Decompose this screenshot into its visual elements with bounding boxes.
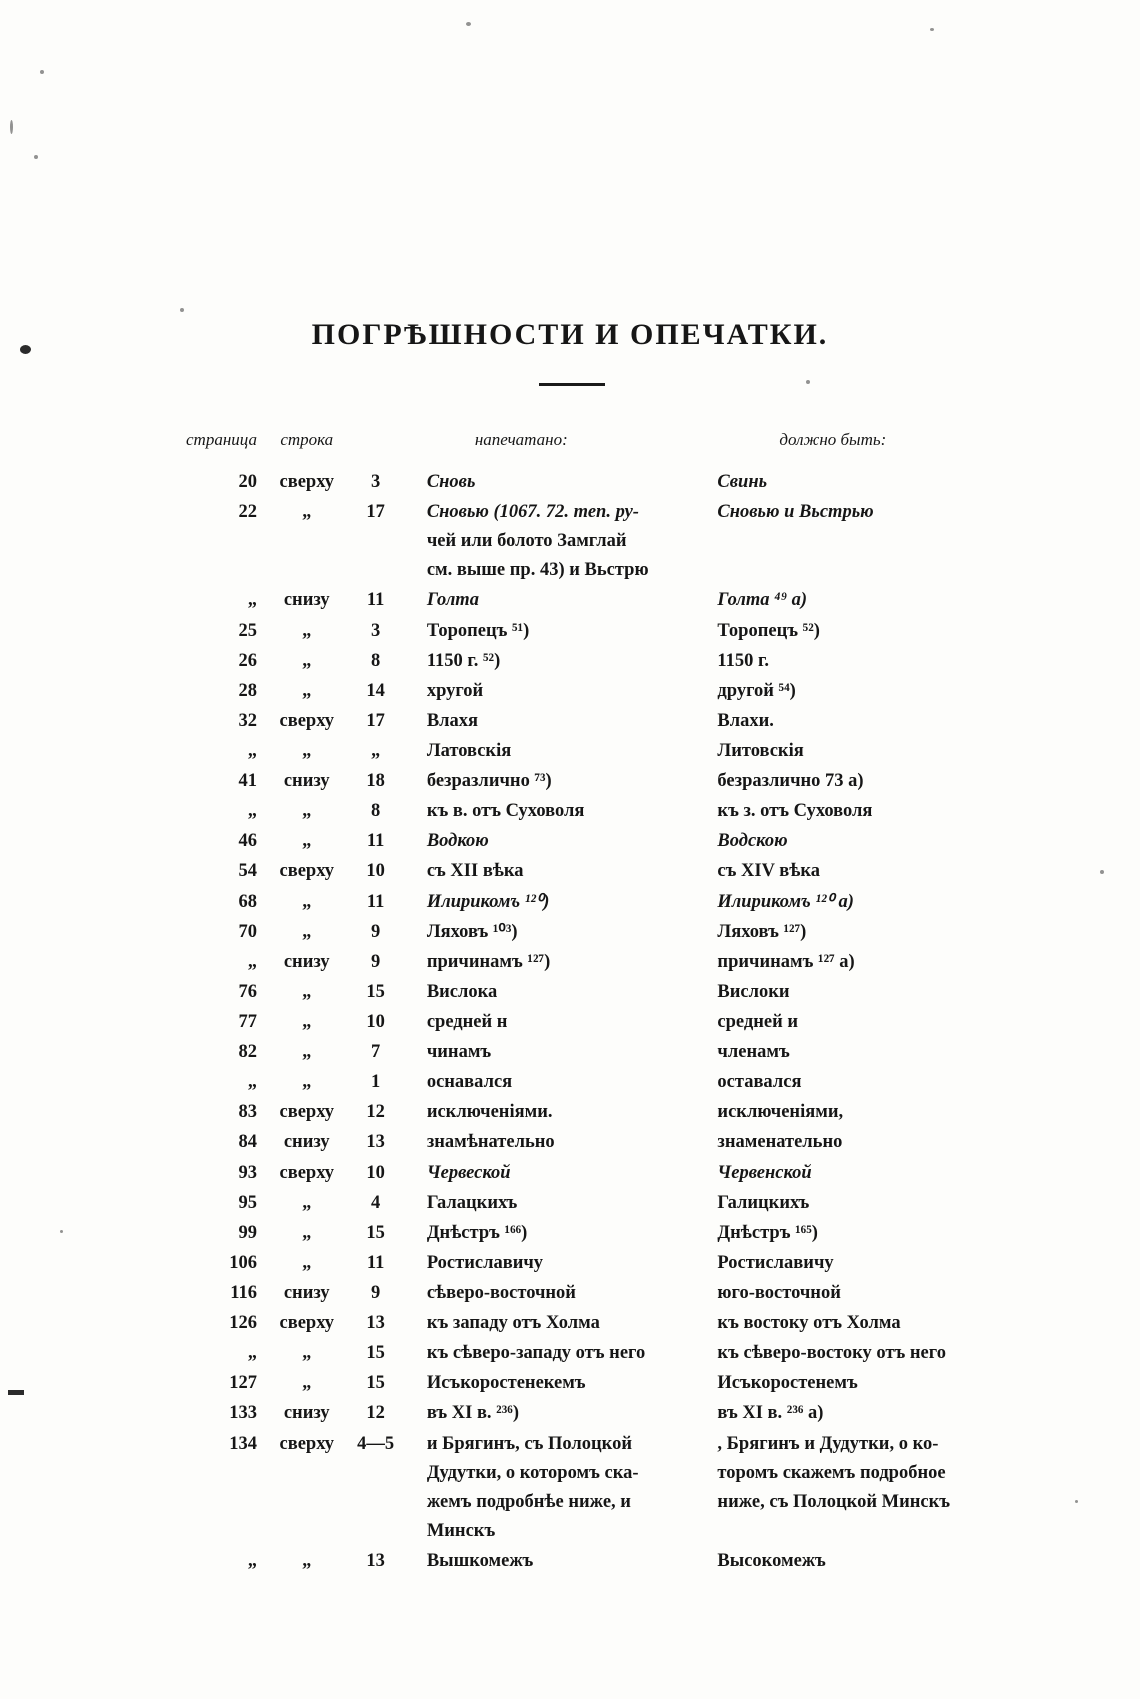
cell-page: 76	[238, 981, 257, 1002]
cell-should: Сновью и Вьстрью	[717, 502, 874, 523]
cell-should: Литовскія	[717, 740, 804, 761]
cell-spacer	[347, 1459, 405, 1488]
table-row	[186, 706, 1006, 736]
cell-printed: Ростиславичу	[426, 1252, 544, 1273]
cell-page: 77	[238, 1011, 257, 1032]
cell-printed: и Брягинъ, съ Полоцкой	[426, 1433, 633, 1454]
table-row	[186, 1067, 1006, 1097]
cell-should: безразлично 73 а)	[717, 771, 864, 792]
cell-printed: причинамъ ¹²⁷)	[426, 951, 551, 972]
table-row	[186, 1368, 1006, 1398]
cell-printed: оснавался	[426, 1072, 513, 1093]
cell-page: 68	[238, 891, 257, 912]
cell-should: знаменательно	[717, 1132, 843, 1153]
cell-printed: Галацкихъ	[426, 1192, 518, 1213]
table-row	[186, 1308, 1006, 1338]
cell-spacer	[186, 556, 257, 585]
cell-spacer	[186, 1488, 257, 1517]
table-row	[186, 736, 1006, 766]
cell-line: 3	[371, 472, 381, 492]
scan-speck	[806, 380, 810, 384]
table-row	[186, 1127, 1006, 1157]
cell-page: „	[247, 740, 257, 761]
cell-direction: „	[302, 620, 312, 641]
cell-printed: съ XII вѣка	[426, 861, 524, 882]
cell-page: 28	[238, 680, 257, 701]
cell-printed: Ляховъ ¹⁰³)	[426, 921, 518, 942]
col-header-page: страница	[186, 430, 257, 449]
cell-page: 22	[238, 502, 257, 523]
table-row	[186, 856, 1006, 886]
cell-direction: „	[302, 502, 312, 523]
cell-page: „	[247, 1550, 257, 1571]
cell-direction: сверху	[279, 1313, 334, 1334]
cell-should: юго-восточной	[717, 1282, 841, 1303]
page-title: ПОГРѢШНОСТИ И ОПЕЧАТКИ.	[311, 318, 829, 351]
cell-line: 11	[366, 590, 385, 611]
table-row	[186, 796, 1006, 826]
table-row	[186, 676, 1006, 706]
cell-printed: 1150 г. ⁵²)	[426, 650, 501, 671]
cell-printed: средней н	[426, 1011, 508, 1032]
cell-printed: Водкою	[426, 831, 489, 852]
cell-page: 54	[238, 861, 257, 882]
cell-page: 133	[229, 1403, 257, 1424]
cell-should: Вислоки	[717, 981, 790, 1002]
cell-line: 8	[371, 650, 381, 671]
col-header-printed: напечатано:	[474, 430, 568, 449]
cell-direction: „	[302, 650, 312, 671]
cell-spacer	[347, 1517, 405, 1546]
cell-should: Червенской	[717, 1162, 812, 1183]
cell-should: средней и	[717, 1011, 799, 1032]
cell-direction: снизу	[283, 1282, 330, 1303]
cell-line: „	[371, 740, 381, 761]
cell-direction: „	[302, 1343, 312, 1364]
scan-speck	[40, 70, 44, 74]
cell-should: оставался	[717, 1072, 802, 1093]
cell-direction: сверху	[279, 1162, 334, 1183]
cell-printed: Торопецъ ⁵¹)	[426, 620, 530, 641]
cell-line: 9	[371, 921, 381, 942]
scan-speck	[10, 120, 13, 134]
table-row	[186, 887, 1006, 917]
cell-printed: Влахя	[426, 710, 479, 731]
cell-printed: къ западу отъ Холма	[426, 1313, 600, 1334]
cell-line: 18	[366, 771, 385, 792]
cell-line: 1	[371, 1072, 381, 1093]
cell-printed: сѣверо-восточной	[426, 1282, 576, 1303]
cell-direction: снизу	[283, 771, 330, 792]
cell-printed: къ сѣверо-западу отъ него	[426, 1343, 646, 1364]
cell-should-continuation	[705, 527, 1006, 556]
cell-page: 127	[229, 1373, 257, 1394]
table-row-continuation	[186, 1517, 1006, 1546]
title-divider	[539, 383, 605, 386]
cell-should-continuation: ниже, съ Полоцкой Минскъ	[717, 1491, 951, 1512]
cell-should: Ростиславичу	[717, 1252, 834, 1273]
cell-should: Голта ⁴⁹ а)	[717, 590, 808, 611]
cell-direction: сверху	[279, 710, 334, 731]
table-row	[186, 467, 1006, 497]
cell-spacer	[186, 1459, 257, 1488]
table-row	[186, 1007, 1006, 1037]
cell-line: 13	[366, 1313, 385, 1334]
cell-page: 41	[238, 771, 257, 792]
cell-printed: къ в. отъ Суховоля	[426, 801, 585, 822]
cell-should: Водскою	[717, 831, 788, 852]
cell-should: Высокомежъ	[717, 1550, 826, 1571]
errata-table-wrapper	[186, 430, 1006, 1576]
table-header-row	[186, 430, 1006, 467]
cell-line: 12	[366, 1102, 385, 1123]
cell-printed: Вислока	[426, 981, 498, 1002]
table-row	[186, 1338, 1006, 1368]
cell-line: 9	[371, 951, 381, 972]
table-row	[186, 616, 1006, 646]
cell-spacer	[186, 1517, 257, 1546]
cell-should: 1150 г.	[717, 650, 769, 671]
col-header-should: должно быть:	[779, 430, 887, 449]
cell-direction: „	[302, 680, 312, 701]
cell-printed-continuation: жемъ подробнѣе ниже, и	[426, 1491, 631, 1512]
cell-direction: „	[302, 1550, 312, 1571]
table-row	[186, 1218, 1006, 1248]
cell-page: 83	[238, 1102, 257, 1123]
cell-should: Ляховъ ¹²⁷)	[717, 921, 807, 942]
cell-line: 8	[371, 801, 381, 822]
cell-direction: снизу	[283, 590, 330, 611]
cell-printed-continuation: Дудутки, о которомъ ска-	[426, 1462, 639, 1483]
cell-printed: безразлично ⁷³)	[426, 771, 552, 792]
cell-direction: „	[302, 801, 312, 822]
cell-should: Илирикомъ ¹²⁰ а)	[717, 891, 854, 912]
table-head	[186, 430, 1006, 467]
table-row	[186, 1037, 1006, 1067]
cell-should: причинамъ ¹²⁷ а)	[717, 951, 855, 972]
cell-page: 70	[238, 921, 257, 942]
cell-printed: въ XI в. ²³⁶)	[426, 1403, 519, 1424]
cell-printed-continuation: чей или болото Замглай	[426, 531, 627, 552]
cell-should-continuation: торомъ скажемъ подробное	[717, 1462, 946, 1483]
cell-direction: „	[302, 1252, 312, 1273]
cell-line: 12	[366, 1403, 385, 1424]
cell-spacer	[186, 527, 257, 556]
scan-speck	[466, 22, 471, 26]
table-row	[186, 1158, 1006, 1188]
cell-direction: „	[302, 921, 312, 942]
cell-printed: знамѣнательно	[426, 1132, 555, 1153]
cell-line: 10	[366, 1011, 385, 1032]
cell-line: 4	[371, 1192, 381, 1213]
cell-spacer	[257, 1517, 347, 1546]
table-body	[186, 467, 1006, 1576]
table-row	[186, 766, 1006, 796]
cell-should: Галицкихъ	[717, 1192, 810, 1213]
cell-should-continuation	[705, 1517, 1006, 1546]
cell-printed: Днѣстръ ¹⁶⁶)	[426, 1222, 528, 1243]
cell-direction: „	[302, 1042, 312, 1063]
cell-should: къ сѣверо-востоку отъ него	[717, 1343, 946, 1364]
cell-should-continuation	[705, 556, 1006, 585]
table-row	[186, 1429, 1006, 1459]
cell-direction: „	[302, 831, 312, 852]
cell-page: „	[247, 951, 257, 972]
cell-line: 15	[366, 1222, 385, 1243]
cell-line: 11	[366, 891, 385, 912]
cell-page: „	[247, 801, 257, 822]
cell-spacer	[347, 556, 405, 585]
cell-direction: „	[302, 1192, 312, 1213]
scan-speck	[1100, 870, 1104, 874]
cell-line: 15	[366, 981, 385, 1002]
cell-spacer	[257, 556, 347, 585]
cell-line: 10	[366, 1162, 385, 1183]
table-row	[186, 1398, 1006, 1428]
cell-printed: Илирикомъ ¹²⁰)	[426, 891, 550, 912]
cell-should: исключеніями,	[717, 1102, 844, 1123]
scan-speck	[34, 155, 38, 159]
table-row-continuation	[186, 1488, 1006, 1517]
table-row	[186, 826, 1006, 856]
cell-line: 15	[366, 1373, 385, 1394]
cell-page: 116	[230, 1282, 257, 1303]
cell-line: 7	[371, 1042, 381, 1063]
cell-page: 95	[238, 1192, 257, 1213]
table-row	[186, 977, 1006, 1007]
cell-should: съ XIV вѣка	[717, 861, 820, 882]
cell-line: 13	[366, 1550, 385, 1571]
cell-should: Торопецъ ⁵²)	[717, 620, 820, 641]
cell-printed: Латовскія	[426, 740, 512, 761]
cell-direction: „	[302, 891, 312, 912]
cell-should: къ востоку отъ Холма	[717, 1313, 901, 1334]
table-row	[186, 497, 1006, 527]
cell-page: „	[247, 590, 257, 611]
cell-direction: снизу	[283, 951, 330, 972]
cell-printed-continuation: Минскъ	[426, 1520, 496, 1541]
cell-page: „	[247, 1343, 257, 1364]
table-row	[186, 947, 1006, 977]
cell-direction: снизу	[283, 1132, 330, 1153]
cell-line: 3	[371, 620, 381, 641]
cell-page: 99	[238, 1222, 257, 1243]
cell-page: 32	[238, 710, 257, 731]
scan-speck	[180, 308, 184, 312]
cell-page: 46	[238, 831, 257, 852]
cell-spacer	[347, 527, 405, 556]
cell-printed: Исъкоростенекемъ	[426, 1373, 586, 1394]
cell-spacer	[257, 1488, 347, 1517]
cell-spacer	[347, 1488, 405, 1517]
cell-printed: Сновь	[426, 472, 476, 492]
cell-line: 11	[366, 1252, 385, 1273]
cell-line: 11	[366, 831, 385, 852]
cell-direction: „	[302, 1011, 312, 1032]
cell-printed: Сновью (1067. 72. теп. ру-	[426, 502, 639, 523]
table-row	[186, 1546, 1006, 1576]
cell-direction: „	[302, 1373, 312, 1394]
cell-printed: Голта	[426, 590, 479, 611]
cell-direction: сверху	[279, 472, 334, 492]
cell-should: Исъкоростенемъ	[717, 1373, 858, 1394]
table-row	[186, 1097, 1006, 1127]
cell-printed: хругой	[426, 680, 484, 701]
cell-line: 14	[366, 680, 385, 701]
cell-page: 84	[238, 1132, 257, 1153]
scan-speck	[1075, 1500, 1078, 1503]
cell-line: 4—5	[357, 1433, 395, 1454]
table-row	[186, 585, 1006, 615]
cell-printed-continuation: см. выше пр. 43) и Вьстрю	[426, 560, 649, 581]
cell-page: 20	[238, 472, 257, 492]
errata-table	[186, 430, 1006, 1576]
cell-should: Влахи.	[717, 710, 774, 731]
cell-spacer	[257, 1459, 347, 1488]
cell-direction: „	[302, 981, 312, 1002]
cell-page: 106	[229, 1252, 257, 1273]
cell-should: членамъ	[717, 1042, 790, 1063]
cell-should: другой ⁵⁴)	[717, 680, 796, 701]
cell-should: въ XI в. ²³⁶ а)	[717, 1403, 824, 1424]
cell-page: 25	[238, 620, 257, 641]
table-row	[186, 646, 1006, 676]
cell-page: „	[247, 1072, 257, 1093]
col-header-direction: строка	[280, 430, 334, 449]
cell-direction: сверху	[279, 1433, 334, 1454]
cell-direction: снизу	[283, 1403, 330, 1424]
scan-speck	[60, 1230, 63, 1233]
cell-page: 93	[238, 1162, 257, 1183]
scan-speck	[930, 28, 934, 31]
cell-should: Свинь	[717, 472, 768, 492]
cell-should: , Брягинъ и Дудутки, о ко-	[717, 1433, 939, 1454]
table-row	[186, 1248, 1006, 1278]
cell-direction: сверху	[279, 1102, 334, 1123]
cell-page: 26	[238, 650, 257, 671]
cell-line: 10	[366, 861, 385, 882]
col-header-line	[347, 430, 405, 467]
cell-page: 82	[238, 1042, 257, 1063]
cell-printed: Вышкомежъ	[426, 1550, 534, 1571]
table-row-continuation	[186, 1459, 1006, 1488]
cell-line: 15	[366, 1343, 385, 1364]
cell-direction: „	[302, 1222, 312, 1243]
cell-should: Днѣстръ ¹⁶⁵)	[717, 1222, 818, 1243]
cell-line: 17	[366, 502, 385, 523]
cell-line: 17	[366, 710, 385, 731]
cell-spacer	[257, 527, 347, 556]
cell-printed: Червеской	[426, 1162, 511, 1183]
cell-direction: „	[302, 1072, 312, 1093]
table-row	[186, 1278, 1006, 1308]
cell-printed: чинамъ	[426, 1042, 492, 1063]
table-row	[186, 917, 1006, 947]
cell-should: къ з. отъ Суховоля	[717, 801, 873, 822]
cell-line: 13	[366, 1132, 385, 1153]
table-row	[186, 1188, 1006, 1218]
scan-mark	[8, 1390, 24, 1395]
table-row-continuation	[186, 556, 1006, 585]
cell-line: 9	[371, 1282, 381, 1303]
cell-page: 126	[229, 1313, 257, 1334]
cell-direction: сверху	[279, 861, 334, 882]
cell-printed: исключеніями.	[426, 1102, 553, 1123]
table-row-continuation	[186, 527, 1006, 556]
cell-page: 134	[229, 1433, 257, 1454]
cell-direction: „	[302, 740, 312, 761]
